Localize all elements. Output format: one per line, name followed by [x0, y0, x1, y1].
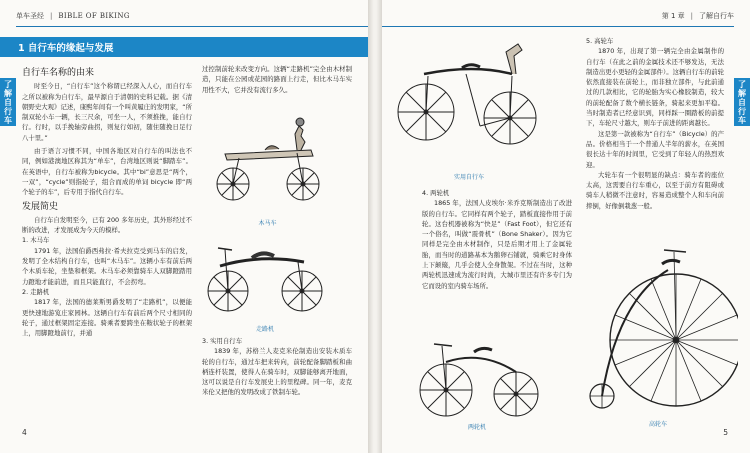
wooden-horse-illustration	[205, 112, 330, 207]
right-column-1	[422, 188, 572, 291]
list-item-title: 1. 木马车	[22, 236, 50, 245]
practical-bicycle-illustration	[394, 34, 544, 164]
figure-caption: 实用自行车	[453, 174, 484, 181]
right-column-2	[586, 36, 724, 211]
figure-caption: 两轮机	[467, 424, 486, 431]
paragraph: 1870 年，出现了第一辆完全由金属制作的自行车（在此之前的金属技术还不够发达，无法制造出更小更轻的金属部件）。这辆自行车的前轮依然直接装在前轮上，而非独立部件，与此前通过的几款相比，它的轮胎为实心橡胶制造，较大的前轮配备了数个横长链条，骑起来更加平稳。当时制造者已经意识到，同样踩一圈踏板的前提下，车轮尺寸越大，则车子前进的距离越长。	[586, 47, 724, 128]
paragraph: 1839 年，苏格兰人麦克米伦制造出安装木质车轮的自行车，通过车把来转向，前轮配备脚踏板和曲柄连杆装置，使得人在骑车时，双脚能够离开地面，这可以说是自行车发展史上的里程碑。同一年，麦克米伦又把他的发明改成了铁制车轮。	[202, 347, 352, 397]
section-heading: 发展简史	[22, 201, 59, 212]
header-rule	[382, 26, 734, 27]
list-item-title: 4. 两轮机	[422, 189, 450, 197]
book-title: 单车圣经	[16, 12, 44, 20]
figure-caption: 木马车	[258, 220, 277, 227]
header-rule	[16, 26, 368, 27]
paragraph: 1817 年，法国的德莱斯男爵发明了“走路机”，以便能更快速地游览庄家园林。这辆自行车有前后两个尺寸相同的轮子，通过框架固定连接。骑乘者要跨坐在鞍状轮子的框架上，用脚蹬地前行，并通	[22, 298, 192, 338]
page-number: 5	[723, 428, 728, 437]
left-running-header: 单车圣经 | BIBLE OF BIKING	[16, 12, 130, 20]
side-tab: 了解自行车	[734, 78, 750, 126]
paragraph: 过控制前轮来改变方向。这辆“走路机”完全由木材制造，只能在公园或花园的路面上行走，但比木马车实用性不大，它并没有流行多久。	[202, 65, 352, 94]
book-title-english: BIBLE OF BIKING	[58, 12, 130, 20]
paragraph: 由于语言习惯不同，中国各地区对自行车的叫法也不同，例如港澳地区称其为“单车”，台湾地区则说“脚踏车”。在英语中，自行车被称为bicycle。其中“bi”意思是“两个，一双”，“cycle”则指轮子，组合而成的单词 bicycle 即“两个轮子的车”，后专用于指代自行车。	[22, 147, 192, 197]
side-tab: 了解自行车	[0, 78, 16, 126]
paragraph: 自行车自发明至今，已有 200 多年历史，其外形经过不断的改进，才发展成为今天的模样。	[22, 215, 192, 235]
left-column-1	[22, 64, 192, 338]
right-running-header: 第 1 章 | 了解自行车	[661, 12, 734, 20]
chapter-section-bar: 1 自行车的缘起与发展	[0, 37, 368, 57]
paragraph: 这是第一款被称为“自行车”（Bicycle）的产品。价格相当于一个普通人半年的薪水，在英国很长达十年的时间里，它受到了年轻人的热烈欢迎。	[586, 129, 724, 169]
left-column-2-top	[202, 64, 352, 95]
paragraph: 时至今日，“自行车”这个称谓已经深入人心，而自行车之所以被称为自行车，最早源自于清朝的史料记载。据《清朝野史大观》记述，康熙年间有一个叫黄履庄的发明家，“所制双轮小车一辆，长三尺余，可坐一人，不须推挽，能自行行。行时，以手挽轴旁曲拐，则复行如初，随住随挽日足行八十里。”	[22, 82, 192, 142]
list-item-title: 5. 高轮车	[586, 37, 614, 45]
paragraph: 大轮车有一个很明显的缺点：骑车者的座位太高，这需要自行车重心，以至于前方有阻碍或骑车人稍微不注意时，容易造成整个人和车向前摔倒，好像倒栽葱一般。	[586, 170, 724, 210]
left-page	[0, 0, 368, 453]
paragraph: 1791 年，法国伯爵西弗拉·希夫拉克受到马车的启发，发明了全木结构自行车，也叫“木马车”。这辆小车有前后两个木质车轮，坐垫和框架。木马车必须靠骑车人双脚蹬踏用力蹬地才能前进，而且只能直行，不会拐弯。	[22, 246, 192, 286]
paragraph: 1865 年，法国人皮埃尔·米乔克斯制造出了改进版的自行车。它同样有两个轮子，踏板直接作用于前轮。这台机器被称为“快足”（Fast Foot），但它还有一个俗名，叫做“震骨机”（Bone Shaker）。因为它同样是完全由木材制作，只是后期才用上了金属轮胎，而当时的道路基本为鹅卵石铺就，骑乘它时身体上下颠簸，几乎会使人全身散架。不过在当时，这种两轮机迅速成为流行时尚，大城市里还有许多专门为它而设的室内骑车场所。	[422, 199, 572, 290]
section-heading: 自行车名称的由来	[22, 68, 95, 78]
chapter-number: 第 1 章	[661, 12, 685, 20]
chapter-title: 了解自行车	[699, 12, 734, 20]
high-wheel-illustration	[578, 240, 738, 415]
walking-machine-illustration	[200, 236, 330, 316]
right-page	[382, 0, 750, 453]
figure-caption: 走路机	[255, 326, 274, 333]
page-number: 4	[22, 428, 27, 437]
left-column-2-bottom	[202, 336, 352, 398]
list-item-title: 3. 实用自行车	[202, 337, 243, 345]
boneshaker-illustration	[412, 332, 542, 420]
figure-caption: 高轮车	[648, 421, 667, 428]
book-gutter	[368, 0, 382, 453]
list-item-title: 2. 走路机	[22, 287, 50, 296]
